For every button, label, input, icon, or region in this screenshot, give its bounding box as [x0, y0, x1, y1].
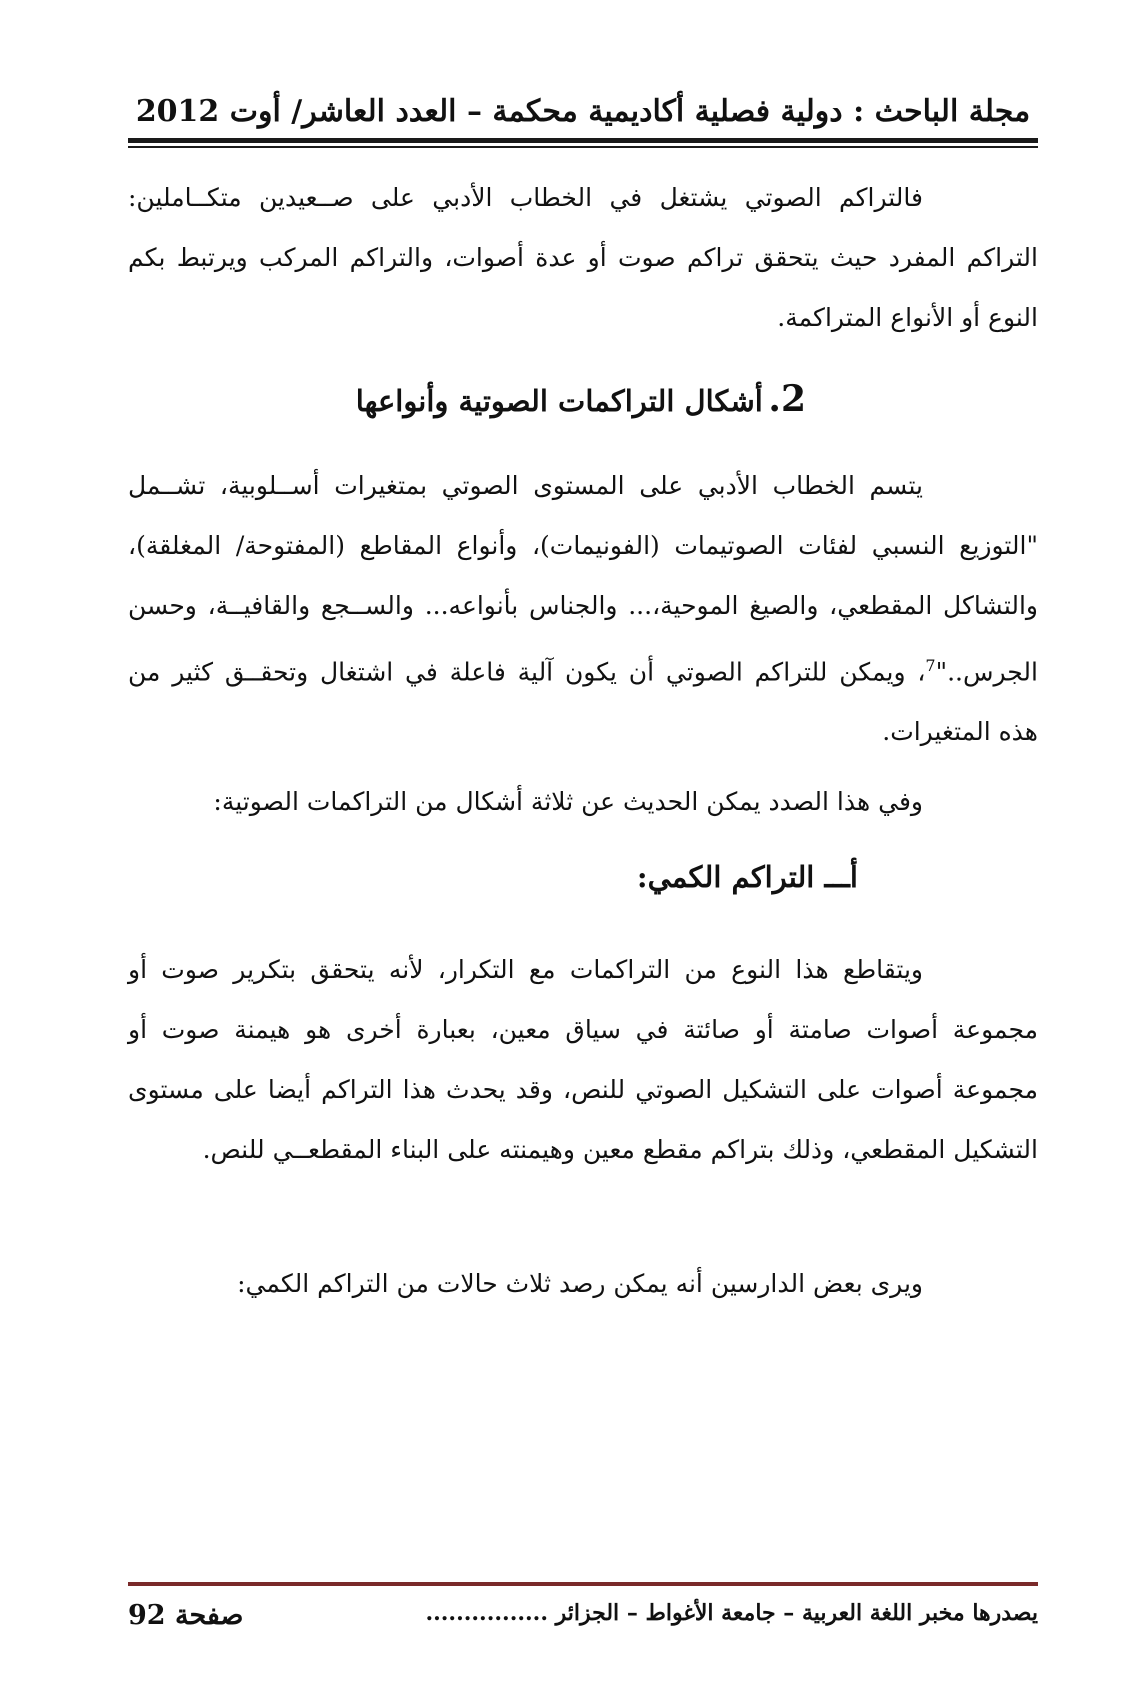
subsection-heading: أـــ التراكم الكمي: — [636, 860, 858, 894]
publisher-line: يصدرها مخبر اللغة العربية – جامعة الأغواط – الجزائر ................ — [425, 1600, 1038, 1626]
paragraph-4: ويتقاطع هذا النوع من التراكمات مع التكرار، لأنه يتحقق بتكرير صوت أو مجموعة أصوات صامتة أو صائتة في سياق معين، بعبارة أخرى هو هيمنة صوت أو مجموعة أصوات على التشكيل الصوتي للنص، وقد يحدث هذا التراكم أيضا على مستوى التشكيل المقطعي، وذلك بتراكم مقطع معين وهيمنته على البناء المقطعــي للنص. — [128, 955, 1038, 1164]
section-heading — [356, 378, 806, 420]
paragraph-2-quote: يتسم الخطاب الأدبي على المستوى الصوتي بمتغيرات أســلوبية، تشــمل "التوزيع النسبي لفئات الصوتيمات (الفونيمات)، وأنواع المقاطع (المفتوحة/ المغلقة)، والتشاكل المقطعي، والصيغ الموحية،... والجناس بأنواعه... والســجع والقافيــة، وحسن الجرس.." — [128, 471, 1038, 687]
footer-rule — [128, 1582, 1038, 1586]
page-number-label: صفحة 92 — [128, 1600, 244, 1631]
paragraph-3: وفي هذا الصدد يمكن الحديث عن ثلاثة أشكال من التراكمات الصوتية: — [213, 787, 923, 816]
header-rule-thick — [128, 138, 1038, 143]
paragraph-5: ويرى بعض الدارسين أنه يمكن رصد ثلاث حالات من التراكم الكمي: — [237, 1269, 923, 1298]
paragraph-2-continuation: ، ويمكن للتراكم الصوتي أن يكون آلية فاعلة في اشتغال وتحقــق كثير من هذه المتغيرات. — [128, 657, 1038, 747]
paragraph-1: فالتراكم الصوتي يشتغل في الخطاب الأدبي على صــعيدين متكــاملين: التراكم المفرد حيث يتحقق تراكم صوت أو عدة أصوات، والتراكم المركب ويرتبط بكم النوع أو الأنواع المتراكمة. — [128, 183, 1038, 332]
section-number: 2. — [768, 378, 806, 420]
paragraph-2 — [128, 456, 1038, 762]
running-header: مجلة الباحث : دولية فصلية أكاديمية محكمة – العدد العاشر/ أوت 2012 — [135, 94, 1031, 129]
section-title: أشكال التراكمات الصوتية وأنواعها — [355, 384, 763, 418]
footnote-marker: 7 — [925, 656, 936, 675]
header-rule-thin — [128, 146, 1038, 148]
